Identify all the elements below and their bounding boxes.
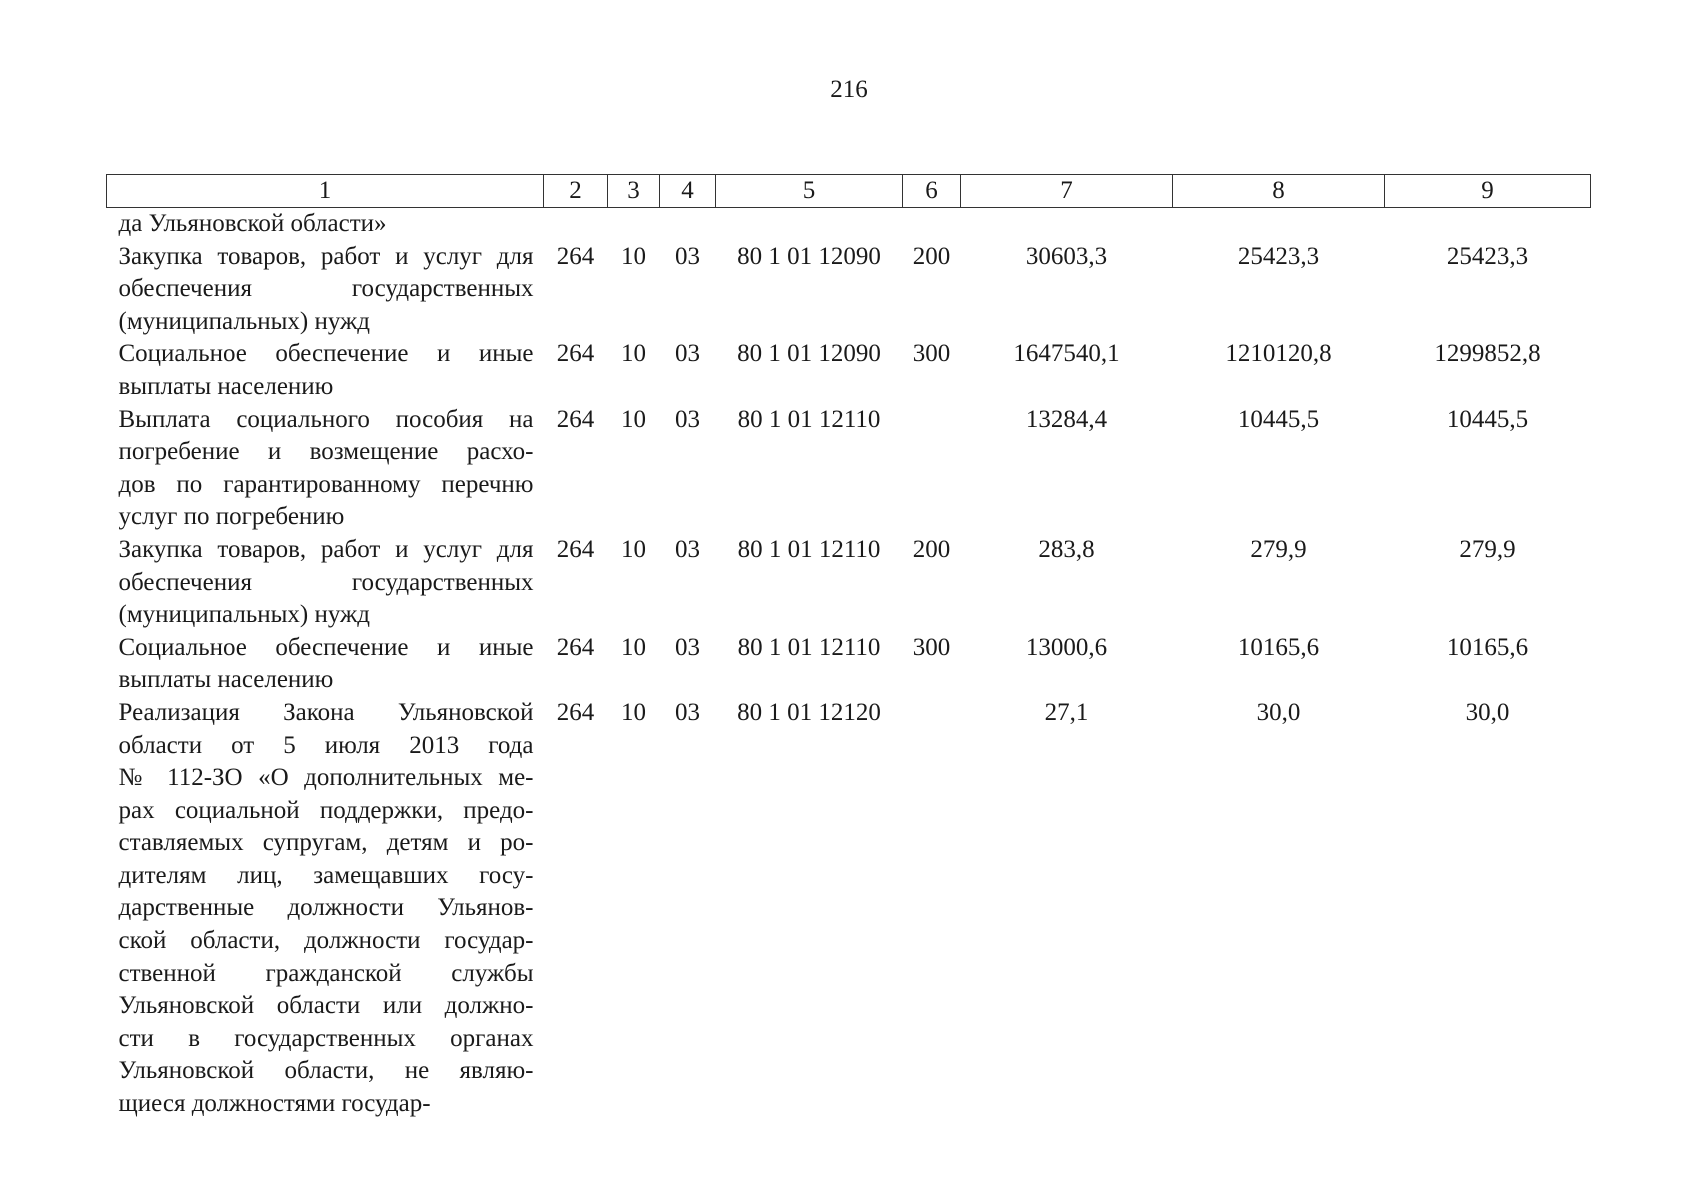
row-name-line: погребение и возмещение расхо- [118, 438, 534, 466]
cell-col-3: 10 [621, 340, 646, 368]
header-row [107, 175, 1591, 208]
row-name-cell [107, 338, 544, 403]
row-name-line: дарственные должности Ульянов- [118, 894, 534, 922]
row-name-cell [107, 404, 544, 534]
row-name-line: щиеся должностями государ- [118, 1090, 431, 1118]
row-name-line: дителям лиц, замещавших госу- [118, 861, 534, 889]
cell-col-6: 200 [912, 242, 951, 270]
row-name-line: выплаты населению [118, 372, 334, 400]
cell-col-8: 10165,6 [1237, 633, 1320, 661]
table-row [107, 632, 1591, 697]
row-name-cell [107, 697, 544, 1121]
row-name-line: ставляемых супругам, детям и ро- [118, 829, 534, 857]
cell-col-7: 283,8 [1038, 535, 1095, 563]
table-row [107, 697, 1591, 1121]
cell-col-4: 03 [675, 698, 700, 726]
cell-col-2: 264 [556, 698, 595, 726]
cell-col-2: 264 [556, 633, 595, 661]
header-col-4: 4 [660, 175, 716, 208]
row-name-line: сти в государственных органах [118, 1024, 534, 1052]
budget-table [106, 174, 1591, 1121]
cell-col-9: 30,0 [1465, 698, 1510, 726]
row-name-line: дов по гарантированному перечню [118, 470, 534, 498]
cell-col-9: 25423,3 [1446, 242, 1529, 270]
cell-col-5: 80 1 01 12110 [737, 633, 881, 661]
row-name-line: области от 5 июля 2013 года [118, 731, 534, 759]
cell-col-7: 1647540,1 [1013, 340, 1120, 368]
cell-col-5: 80 1 01 12090 [737, 340, 881, 368]
row-name-line: обеспечения государственных [118, 568, 534, 596]
cell-col-3: 10 [621, 633, 646, 661]
cell-col-6: 200 [912, 535, 951, 563]
cell-col-5: 80 1 01 12110 [737, 405, 881, 433]
row-name-line: Выплата социального пособия на [118, 405, 534, 433]
cell-col-4: 03 [675, 405, 700, 433]
cell-col-7: 13000,6 [1025, 633, 1108, 661]
cell-col-4: 03 [675, 340, 700, 368]
cell-col-8: 30,0 [1256, 698, 1301, 726]
header-col-6: 6 [903, 175, 961, 208]
cell-col-7: 30603,3 [1025, 242, 1108, 270]
cell-col-3: 10 [621, 242, 646, 270]
header-col-5: 5 [716, 175, 903, 208]
cell-col-3: 10 [621, 535, 646, 563]
row-name-line: Социальное обеспечение и иные [118, 340, 534, 368]
cell-col-4: 03 [675, 535, 700, 563]
cell-col-4: 03 [675, 242, 700, 270]
cell-col-7: 13284,4 [1025, 405, 1108, 433]
cell-col-6 [903, 208, 961, 241]
row-name-line: ственной гражданской службы [118, 959, 534, 987]
table-body [107, 208, 1591, 1121]
cell-col-3 [608, 208, 660, 241]
row-name-line: выплаты населению [118, 666, 334, 694]
cell-col-7: 27,1 [1044, 698, 1089, 726]
header-col-3: 3 [608, 175, 660, 208]
cell-col-4: 03 [675, 633, 700, 661]
cell-col-3: 10 [621, 698, 646, 726]
cell-col-5: 80 1 01 12120 [737, 698, 881, 726]
header-col-8: 8 [1173, 175, 1385, 208]
row-name-line: Закупка товаров, работ и услуг для [118, 242, 534, 270]
cell-col-8: 10445,5 [1237, 405, 1320, 433]
table-row [107, 241, 1591, 339]
row-name-line: Социальное обеспечение и иные [118, 633, 534, 661]
cell-col-2: 264 [556, 340, 595, 368]
row-name-line: да Ульяновской области» [118, 210, 387, 237]
cell-col-4 [660, 208, 716, 241]
page-number: 216 [830, 76, 868, 103]
row-name-line: (муниципальных) нужд [118, 601, 371, 629]
row-name-cell [107, 632, 544, 697]
cell-col-8: 1210120,8 [1225, 340, 1332, 368]
cell-col-8: 25423,3 [1237, 242, 1320, 270]
cell-col-9 [1385, 208, 1591, 241]
header-col-1: 1 [107, 175, 544, 208]
table-row [107, 208, 1591, 241]
row-name-line: обеспечения государственных [118, 275, 534, 303]
row-name-line: услуг по погребению [118, 503, 345, 531]
header-col-9: 9 [1385, 175, 1591, 208]
cell-col-9: 10165,6 [1446, 633, 1529, 661]
cell-col-2: 264 [556, 242, 595, 270]
row-name-line: Реализация Закона Ульяновской [118, 698, 534, 726]
header-col-7: 7 [961, 175, 1173, 208]
cell-col-9: 10445,5 [1446, 405, 1529, 433]
row-name-cell [107, 241, 544, 339]
row-name-line: рах социальной поддержки, предо- [118, 796, 534, 824]
header-col-2: 2 [544, 175, 608, 208]
cell-col-5: 80 1 01 12090 [737, 242, 881, 270]
cell-col-6 [903, 404, 961, 534]
cell-col-7 [961, 208, 1173, 241]
cell-col-5: 80 1 01 12110 [737, 535, 881, 563]
row-name-cell [107, 534, 544, 632]
table-row [107, 404, 1591, 534]
row-name-cell [107, 208, 544, 241]
cell-col-6: 300 [912, 340, 951, 368]
cell-col-5 [716, 208, 903, 241]
row-name-line: ской области, должности государ- [118, 927, 534, 955]
cell-col-9: 1299852,8 [1434, 340, 1541, 368]
cell-col-2 [544, 208, 608, 241]
cell-col-8: 279,9 [1250, 535, 1307, 563]
table-row [107, 534, 1591, 632]
row-name-line: Ульяновской области или должно- [118, 992, 534, 1020]
cell-col-8 [1173, 208, 1385, 241]
table-row [107, 338, 1591, 403]
row-name-line: (муниципальных) нужд [118, 307, 371, 335]
row-name-line: № 112-ЗО «О дополнительных ме- [118, 764, 534, 792]
cell-col-3: 10 [621, 405, 646, 433]
cell-col-6 [903, 697, 961, 1121]
cell-col-2: 264 [556, 535, 595, 563]
table-header [107, 175, 1591, 208]
cell-col-6: 300 [912, 633, 951, 661]
cell-col-2: 264 [556, 405, 595, 433]
row-name-line: Закупка товаров, работ и услуг для [118, 535, 534, 563]
cell-col-9: 279,9 [1459, 535, 1516, 563]
row-name-line: Ульяновской области, не являю- [118, 1057, 534, 1085]
